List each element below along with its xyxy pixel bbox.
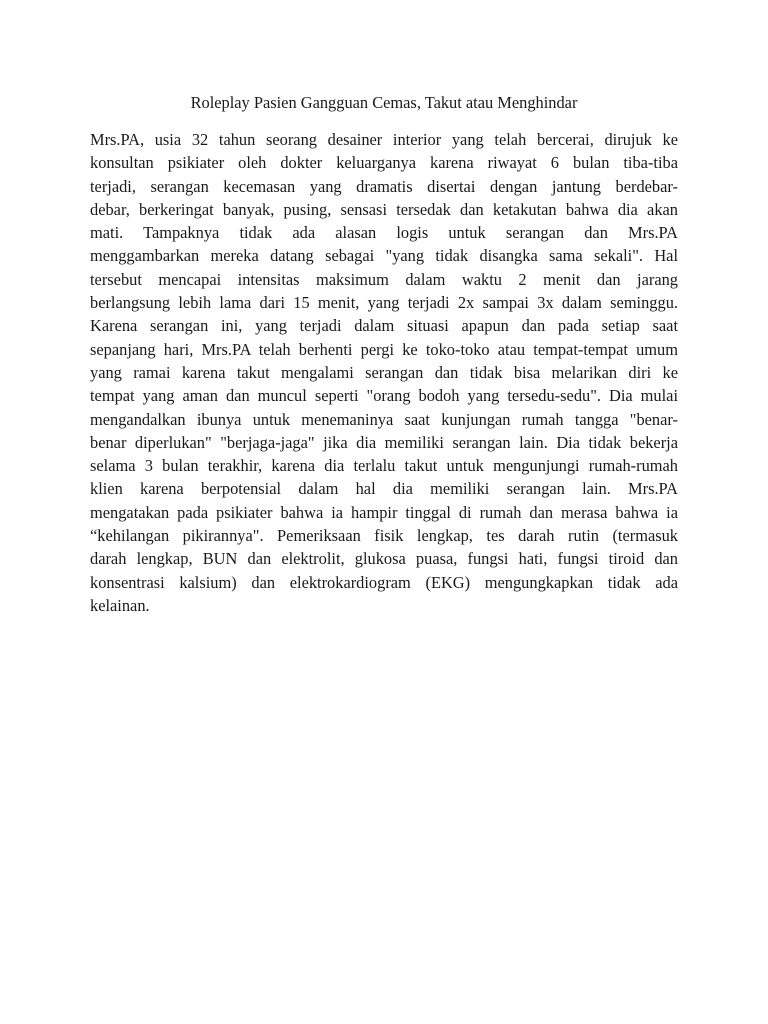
text-line: kelainan.	[90, 595, 150, 615]
text-line: benar diperlukan" "berjaga-jaga" jika dia memiliki serangan lain. Dia tidak bekerja	[90, 432, 678, 452]
text-line: konsultan psikiater oleh dokter keluarganya karena riwayat 6 bulan tiba-tiba	[90, 153, 678, 173]
text-line: terjadi, serangan kecemasan yang dramatis disertai dengan jantung berdebar-	[90, 176, 678, 196]
text-line: yang ramai karena takut mengalami serangan dan tidak bisa melarikan diri ke	[90, 362, 678, 382]
text-line: berlangsung lebih lama dari 15 menit, yang terjadi 2x sampai 3x dalam seminggu.	[90, 293, 678, 313]
text-line: klien karena berpotensial dalam hal dia memiliki serangan lain. Mrs.PA	[90, 479, 678, 499]
text-line: selama 3 bulan terakhir, karena dia terlalu takut untuk mengunjungi rumah-rumah	[90, 456, 678, 476]
text-line: debar, berkeringat banyak, pusing, sensasi tersedak dan ketakutan bahwa dia akan	[90, 199, 678, 219]
text-line: konsentrasi kalsium) dan elektrokardiogram (EKG) mengungkapkan tidak ada	[90, 572, 678, 592]
text-line: tempat yang aman dan muncul seperti "orang bodoh yang tersedu-sedu". Dia mulai	[90, 386, 678, 406]
text-line: Mrs.PA, usia 32 tahun seorang desainer interior yang telah bercerai, dirujuk ke	[90, 130, 678, 149]
body-paragraph	[90, 128, 678, 617]
text-line: tersebut mencapai intensitas maksimum dalam waktu 2 menit dan jarang	[90, 269, 678, 289]
text-line: Karena serangan ini, yang terjadi dalam situasi apapun dan pada setiap saat	[90, 316, 678, 336]
text-line: menggambarkan mereka datang sebagai "yang tidak disangka sama sekali". Hal	[90, 246, 678, 266]
text-line: darah lengkap, BUN dan elektrolit, glukosa puasa, fungsi hati, fungsi tiroid dan	[90, 549, 678, 569]
page-title: Roleplay Pasien Gangguan Cemas, Takut atau Menghindar	[190, 93, 578, 112]
text-line: mengatakan pada psikiater bahwa ia hampir tinggal di rumah dan merasa bahwa ia	[90, 502, 678, 522]
text-line: “kehilangan pikirannya". Pemeriksaan fisik lengkap, tes darah rutin (termasuk	[90, 526, 678, 546]
text-line: mengandalkan ibunya untuk menemaninya saat kunjungan rumah tangga "benar-	[90, 409, 678, 429]
text-line: sepanjang hari, Mrs.PA telah berhenti pergi ke toko-toko atau tempat-tempat umum	[90, 339, 678, 359]
text-line: mati. Tampaknya tidak ada alasan logis untuk serangan dan Mrs.PA	[90, 223, 678, 243]
